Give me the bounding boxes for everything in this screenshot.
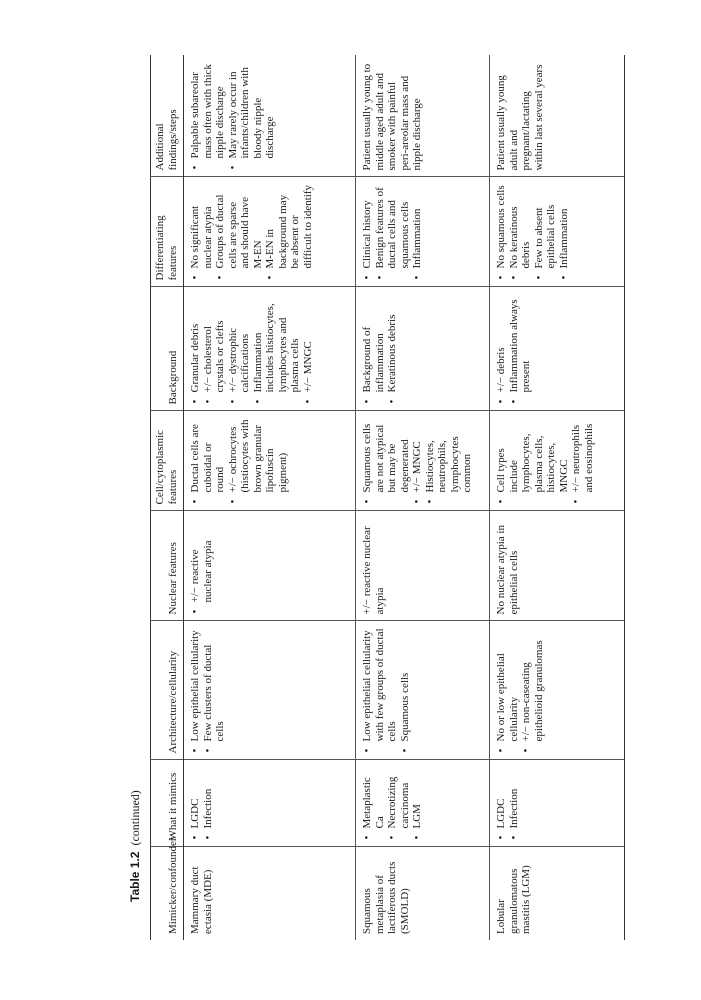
cell-cell-features [490,411,625,511]
col-header-differentiating: Differentiating features [151,177,184,287]
list-item: • Infection [202,767,215,829]
list-item: • Keratinous debris [386,294,399,393]
col-header-nuclear: Nuclear features [151,511,184,621]
list-item: • Benign features of ductal cells and squamous cells [374,184,412,269]
cell-architecture [356,621,490,760]
list-item: • Histiocytes, neutrophils, lymphocytes common [424,418,474,493]
cell-nuclear: +/− reactive nuclear atypia [356,511,490,621]
list-item: • Background of inflammation [361,294,386,393]
cell-mimics [490,760,625,847]
cell-differentiating [184,177,356,287]
list-item: • No significant nuclear atypia [189,184,214,269]
list-item: • LGM [411,767,424,829]
list-item: • LGDC [189,767,202,829]
list-item: • Squamous cells [399,628,412,742]
list-item: • No or low epithelial cellularity [495,628,520,742]
list-item: • Necrotizing carcinoma [386,767,411,829]
col-header-architecture: Architecture/cellularity [151,621,184,760]
table-row [490,55,625,940]
list-item: • Inflammation always present [508,294,533,393]
list-item: • LGDC [495,767,508,829]
cell-mimicker: Lobular granulomatous mastitis (LGM) [490,847,625,940]
list-item: • +/− debris [495,294,508,393]
cell-architecture [184,621,356,760]
differential-table [150,55,625,940]
list-item: • Low epithelial cellularity [189,628,202,742]
cell-additional [184,55,356,177]
list-item: • M-EN in background may be absent or difficult to identify [264,184,314,269]
list-item: • Ductal cells are cuboidal or round [189,418,227,493]
cell-background [490,287,625,411]
col-header-additional: Additional findings/steps [151,55,184,177]
list-item: • No squamous cells [495,184,508,269]
table-row [184,55,356,940]
col-header-mimicker: Mimicker/confounder [151,847,184,940]
table-label: Table 1.2 [128,851,142,902]
list-item: • Cell types include lymphocytes, plasma cells, histiocytes, MNGC [495,418,570,493]
list-item: • May rarely occur in infants/children with bloody nipple discharge [227,61,277,159]
cell-nuclear: No nuclear atypia in epithelial cells [490,511,625,621]
cell-additional: Patient usually young adult and pregnant/lactating within last several years [490,55,625,177]
list-item: • No keratinous debris [508,184,533,269]
cell-differentiating [356,177,490,287]
cell-additional: Patient usually young to middle aged adult and smoker with painful peri-areolar mass and nipple discharge [356,55,490,177]
table-continuation: (continued) [128,790,142,846]
list-item: • Low epithelial cellularity with few groups of ductal cells [361,628,399,742]
list-item: • +/− ochrocytes (histiocytes with brown granular lipofuscin pigment) [227,418,290,493]
cell-cell-features [184,411,356,511]
list-item: • Few clusters of ductal cells [202,628,227,742]
header-row [151,55,184,940]
cell-mimicker: Mammary duct ectasia (MDE) [189,866,214,934]
cell-mimicker: Squamous metaplasia of lactiferous ducts (SMOLD) [356,847,490,940]
list-item: • Infection [508,767,521,829]
cell-architecture [490,621,625,760]
list-item: • Clinical history [361,184,374,269]
list-item: • +/− cholesterol crystals or clefts [202,294,227,393]
cell-nuclear [184,511,356,621]
list-item: • Inflammation [411,184,424,269]
list-item: • Inflammation [558,184,571,269]
list-item: • Palpable subareolar mass often with thick nipple discharge [189,61,227,159]
list-item: • +/− MNGC [302,294,315,393]
col-header-mimics: What it mimics [151,760,184,847]
table-caption [128,790,143,902]
list-item: • +/− reactive nuclear atypia [189,518,214,603]
cell-background [356,287,490,411]
list-item: • +/− neutrophils and eosinophils [570,418,595,493]
cell-differentiating [490,177,625,287]
cell-mimics [356,760,490,847]
list-item: • +/− dystrophic calcifications [227,294,252,393]
col-header-background: Background [151,287,184,411]
list-item: • +/− MNGC [411,418,424,493]
list-item: • Inflammation includes histiocytes, lymphocytes and plasma cells [252,294,302,393]
cell-cell-features [356,411,490,511]
cell-background [184,287,356,411]
list-item: • Metaplastic Ca [361,767,386,829]
list-item: • Squamous cells are not atypical but may be degenerated [361,418,411,493]
col-header-cell: Cell/cytoplasmic features [151,411,184,511]
list-item: • Groups of ductal cells are sparse and should have M-EN [214,184,264,269]
table-row [356,55,490,940]
list-item: • +/− non-caseating epithelioid granulomas [520,628,545,742]
list-item: • Few to absent epithelial cells [533,184,558,269]
cell-mimics [184,760,356,847]
list-item: • Granular debris [189,294,202,393]
